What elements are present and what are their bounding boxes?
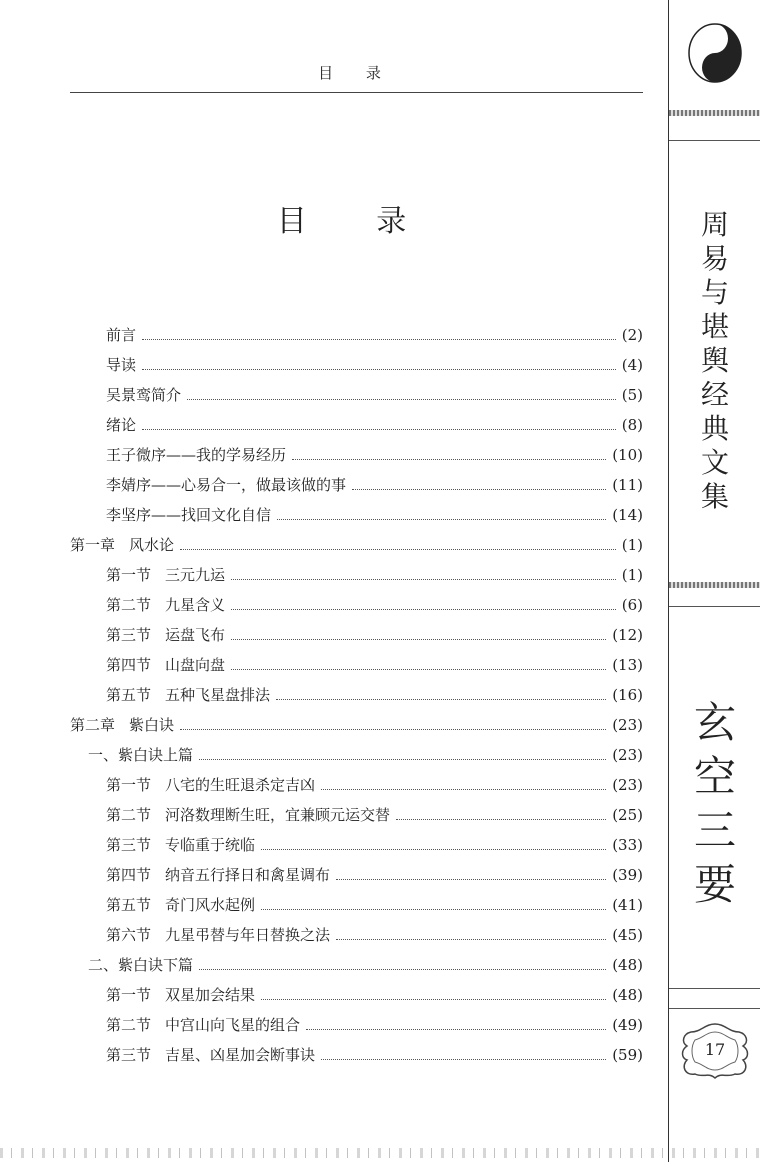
dot-leader (321, 788, 606, 790)
toc-entry (70, 830, 643, 860)
toc-page-number: (45) (612, 926, 643, 944)
toc-page-number: (1) (621, 566, 643, 584)
dot-leader (277, 518, 606, 520)
toc-page-number: (2) (621, 326, 643, 344)
toc-title: 山盘向盘 (165, 656, 226, 674)
dot-leader (231, 608, 616, 610)
divider (669, 606, 760, 607)
toc-page-number: (39) (612, 866, 643, 884)
toc-title: 吴景鸾简介 (106, 386, 182, 404)
dot-leader (336, 878, 606, 880)
dot-leader (187, 398, 616, 400)
toc-entry (70, 500, 643, 530)
scan-edge-noise (0, 1148, 760, 1158)
yin-yang-icon (687, 22, 743, 84)
dot-leader (336, 938, 606, 940)
dot-leader (142, 368, 616, 370)
toc-section-number: 第一节 (106, 776, 152, 794)
toc-label (106, 350, 136, 380)
book-title (691, 696, 739, 912)
toc-entry (70, 380, 643, 410)
dot-leader (261, 848, 606, 850)
toc-label (106, 320, 136, 350)
toc-entry (70, 470, 643, 500)
toc-title: 李婧序——心易合一，做最该做的事 (106, 476, 347, 494)
dot-leader (306, 1028, 606, 1030)
toc-title: 风水论 (129, 536, 175, 554)
toc-label (106, 410, 136, 440)
toc-section-number: 第一章 (70, 536, 116, 554)
series-title-char: 易 (700, 242, 729, 275)
divider (669, 1008, 760, 1009)
toc-entry (70, 1010, 643, 1040)
dot-leader (276, 698, 606, 700)
toc-page-number: (23) (612, 716, 643, 734)
series-title-char: 典 (700, 412, 729, 445)
toc-page-number: (6) (621, 596, 643, 614)
series-title-char: 集 (700, 480, 729, 513)
toc-title: 一、紫白诀上篇 (88, 746, 194, 764)
page-title: 目 录 (276, 204, 437, 239)
side-panel (668, 0, 760, 1162)
toc-page-number: (48) (612, 956, 643, 974)
series-title-char: 文 (700, 446, 729, 479)
toc-section-number: 第一节 (106, 986, 152, 1004)
toc-section-number: 第三节 (106, 1046, 152, 1064)
divider (669, 988, 760, 989)
series-title-char: 经 (700, 378, 729, 411)
toc-page-number: (8) (621, 416, 643, 434)
toc-section-number: 第四节 (106, 866, 152, 884)
decorative-band (669, 110, 760, 116)
toc-page-number: (23) (612, 746, 643, 764)
toc-label (106, 470, 346, 500)
toc-section-number: 第五节 (106, 686, 152, 704)
page-number-ornament (679, 1020, 751, 1082)
toc-title: 专临重于统临 (165, 836, 256, 854)
toc-page-number: (48) (612, 986, 643, 1004)
dot-leader (396, 818, 606, 820)
toc-section-number: 第二节 (106, 806, 152, 824)
book-title-char: 要 (693, 860, 736, 909)
toc-title: 九星含义 (165, 596, 226, 614)
toc-label (106, 860, 330, 890)
toc-title: 王子微序——我的学易经历 (106, 446, 287, 464)
toc-page-number: (16) (612, 686, 643, 704)
dot-leader (142, 428, 616, 430)
toc-page-number: (25) (612, 806, 643, 824)
series-title-char: 周 (700, 208, 729, 241)
toc-label (106, 1040, 315, 1070)
toc-label (106, 500, 271, 530)
toc-label (70, 530, 174, 560)
toc-page-number: (5) (621, 386, 643, 404)
toc-entry (70, 1040, 643, 1070)
toc-page-number: (12) (612, 626, 643, 644)
dot-leader (180, 548, 616, 550)
toc-page-number: (33) (612, 836, 643, 854)
dot-leader (231, 638, 606, 640)
toc-label (106, 380, 181, 410)
toc-title: 绪论 (106, 416, 137, 434)
book-title-char: 空 (693, 752, 736, 801)
toc-title: 三元九运 (165, 566, 226, 584)
toc-section-number: 第一节 (106, 566, 152, 584)
dot-leader (261, 908, 606, 910)
toc-label (106, 800, 390, 830)
toc-entry (70, 800, 643, 830)
dot-leader (199, 968, 606, 970)
toc-page-number: (41) (612, 896, 643, 914)
decorative-band (669, 582, 760, 588)
toc-label (106, 650, 225, 680)
toc-entry (70, 770, 643, 800)
toc-page-number: (10) (612, 446, 643, 464)
toc-page-number: (13) (612, 656, 643, 674)
toc-entry (70, 530, 643, 560)
toc-title: 双星加会结果 (165, 986, 256, 1004)
toc-title: 五种飞星盘排法 (165, 686, 271, 704)
divider (669, 140, 760, 141)
toc-page-number: (11) (612, 476, 643, 494)
toc-page-number: (23) (612, 776, 643, 794)
toc-title: 奇门风水起例 (165, 896, 256, 914)
toc-entry (70, 560, 643, 590)
toc-label (106, 980, 255, 1010)
toc-title: 河洛数理断生旺，宜兼顾元运交替 (165, 806, 391, 824)
toc-label (106, 770, 315, 800)
toc-entry (70, 860, 643, 890)
series-title (697, 208, 733, 514)
toc-entry (70, 320, 643, 350)
toc-label (106, 830, 255, 860)
toc-section-number: 第二章 (70, 716, 116, 734)
toc-entry (70, 590, 643, 620)
toc-section-number: 第二节 (106, 596, 152, 614)
toc-page-number: (49) (612, 1016, 643, 1034)
toc-section-number: 第四节 (106, 656, 152, 674)
toc-label (70, 710, 174, 740)
toc-section-number: 第五节 (106, 896, 152, 914)
toc-entry (70, 920, 643, 950)
dot-leader (321, 1058, 606, 1060)
toc-label (88, 740, 193, 770)
toc-entry (70, 410, 643, 440)
toc-label (106, 560, 225, 590)
toc-label (88, 950, 193, 980)
toc-title: 运盘飞布 (165, 626, 226, 644)
series-title-char: 舆 (700, 344, 729, 377)
toc-label (106, 440, 286, 470)
toc-label (106, 590, 225, 620)
dot-leader (142, 338, 616, 340)
toc-page-number: (14) (612, 506, 643, 524)
toc-section-number: 第三节 (106, 836, 152, 854)
toc-section-number: 第六节 (106, 926, 152, 944)
dot-leader (231, 578, 616, 580)
dot-leader (261, 998, 606, 1000)
toc-label (106, 1010, 300, 1040)
dot-leader (231, 668, 606, 670)
toc-entry (70, 710, 643, 740)
dot-leader (352, 488, 606, 490)
dot-leader (180, 728, 606, 730)
toc-title: 二、紫白诀下篇 (88, 956, 194, 974)
toc-entry (70, 890, 643, 920)
toc-entry (70, 440, 643, 470)
book-title-char: 玄 (693, 698, 736, 747)
toc-page-number: (59) (612, 1046, 643, 1064)
toc-entry (70, 740, 643, 770)
toc-title: 前言 (106, 326, 137, 344)
dot-leader (292, 458, 606, 460)
toc-entry (70, 350, 643, 380)
toc-label (106, 620, 225, 650)
toc-label (106, 680, 270, 710)
toc-title: 九星弔替与年日替换之法 (165, 926, 331, 944)
dot-leader (199, 758, 606, 760)
toc-page-number: (4) (621, 356, 643, 374)
toc-entry (70, 650, 643, 680)
toc-title: 导读 (106, 356, 137, 374)
toc-label (106, 890, 255, 920)
toc-entry (70, 680, 643, 710)
book-title-char: 三 (693, 806, 736, 855)
toc-page-number: (1) (621, 536, 643, 554)
toc-section-number: 第三节 (106, 626, 152, 644)
running-header: 目 录 (318, 64, 395, 82)
toc-title: 纳音五行择日和禽星调布 (165, 866, 331, 884)
toc-title: 中宫山向飞星的组合 (165, 1016, 301, 1034)
toc-title: 八宅的生旺退杀定吉凶 (165, 776, 316, 794)
toc-label (106, 920, 330, 950)
toc-title: 吉星、凶星加会断事诀 (165, 1046, 316, 1064)
page-number: 17 (704, 1040, 726, 1059)
series-title-char: 堪 (700, 310, 729, 343)
series-title-char: 与 (700, 276, 729, 309)
toc-section-number: 第二节 (106, 1016, 152, 1034)
toc-entry (70, 950, 643, 980)
toc-entry (70, 620, 643, 650)
toc-title: 李坚序——找回文化自信 (106, 506, 272, 524)
table-of-contents (70, 320, 643, 1070)
header-rule (70, 92, 643, 93)
toc-title: 紫白诀 (129, 716, 175, 734)
toc-entry (70, 980, 643, 1010)
